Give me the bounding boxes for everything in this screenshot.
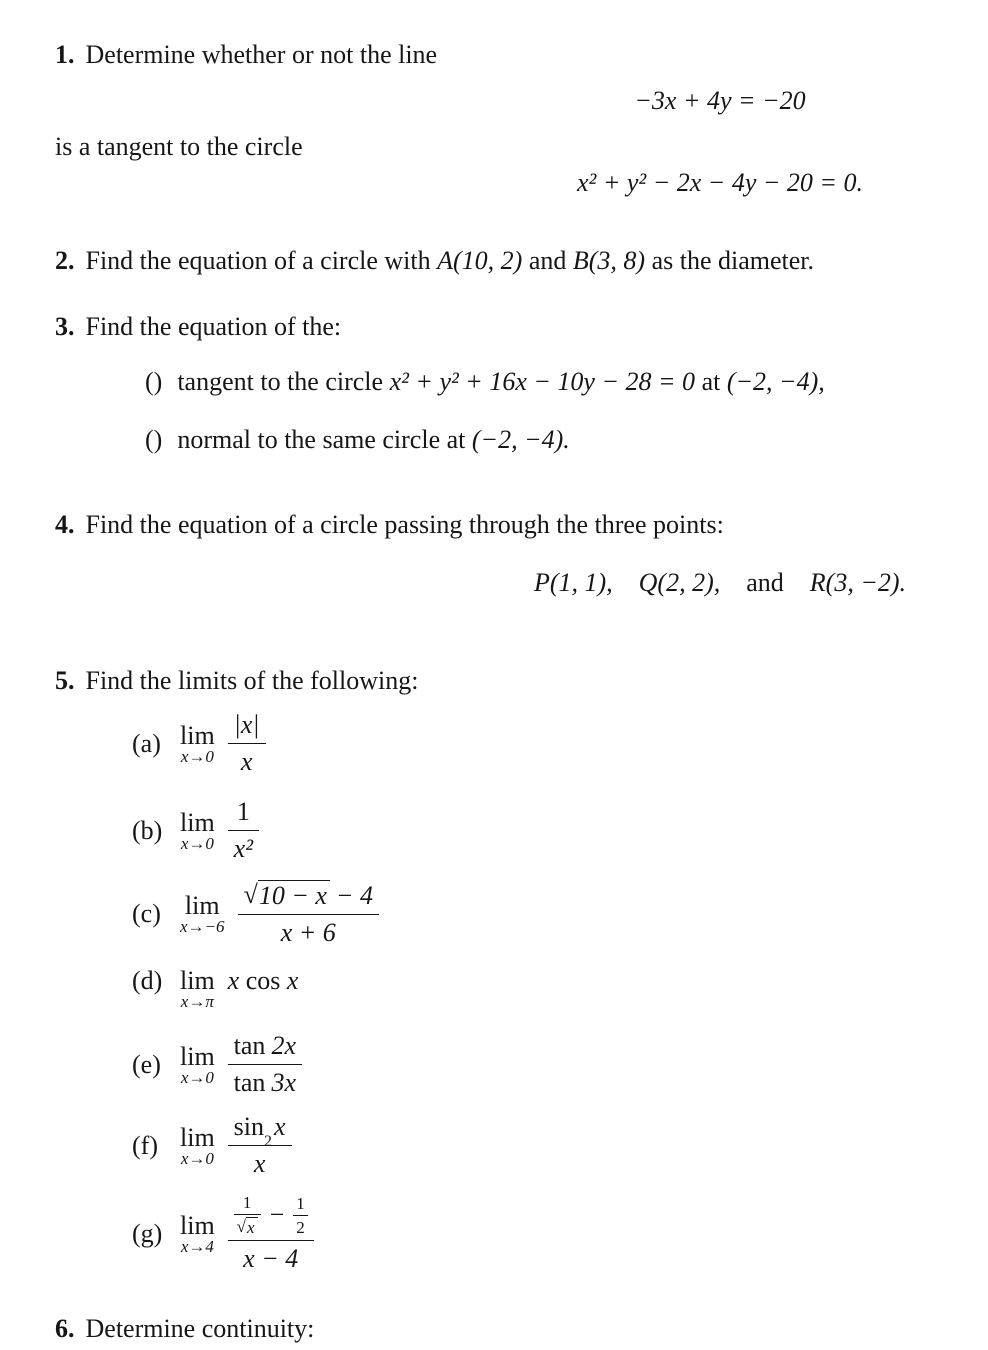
- point-r: R(3, −2).: [809, 568, 907, 597]
- tan-function: tan: [233, 1068, 266, 1097]
- radicand: x: [246, 1217, 258, 1237]
- problem-4-statement: [55, 510, 975, 540]
- lim-word: lim: [180, 1210, 215, 1240]
- lim-subscript: x→0: [180, 1148, 214, 1168]
- fraction: [228, 1193, 314, 1274]
- denominator: [228, 1065, 302, 1098]
- radicand: 10 − x: [258, 880, 330, 911]
- numerator: sin 2 x: [233, 1112, 286, 1150]
- limit-part-f: [132, 1112, 975, 1179]
- lim-subscript: x→0: [180, 1067, 214, 1087]
- denominator: x: [253, 1149, 266, 1178]
- problem-4-text: Find the equation of a circle passing through the three points:: [85, 510, 724, 539]
- limit-operator: [180, 1043, 215, 1087]
- problem-2-text: and: [528, 246, 567, 275]
- part-label: (b): [132, 815, 163, 845]
- lim-subscript: x→0: [180, 833, 214, 853]
- numerator: |x|: [233, 710, 260, 739]
- problem-1-text: Determine whether or not the line: [85, 40, 438, 69]
- tangent-point: (−2, −4),: [726, 367, 825, 396]
- sqrt-expression: [244, 880, 330, 911]
- limit-operator: [180, 1212, 215, 1256]
- fraction: [228, 1031, 302, 1098]
- lim-subscript: x→−6: [180, 917, 225, 936]
- fraction: [228, 797, 259, 864]
- cos-function: cos: [245, 966, 281, 995]
- limit-part-a: [132, 710, 975, 777]
- problem-5-text: Find the limits of the following:: [85, 666, 419, 695]
- normal-point: (−2, −4).: [471, 425, 570, 454]
- point-p: P(1, 1),: [533, 568, 613, 597]
- problem-3-statement: [55, 312, 975, 342]
- minus-operator: −: [269, 1200, 285, 1229]
- numerator: 1: [236, 797, 250, 826]
- part-label: (): [145, 425, 163, 454]
- problem-5-statement: [55, 666, 975, 696]
- circle-equation: x² + y² + 16x − 10y − 28 = 0: [389, 367, 696, 396]
- problem-1-statement: [55, 40, 975, 70]
- lim-subscript: x→0: [180, 746, 214, 766]
- limit-part-c: [132, 880, 975, 948]
- limit-expression: [228, 966, 299, 996]
- problem-2-number: 2.: [55, 246, 75, 275]
- numerator-tail: − 4: [335, 881, 373, 910]
- problem-6-number: 6.: [55, 1314, 75, 1343]
- lim-subscript: x→4: [180, 1236, 214, 1256]
- limit-part-d: [132, 966, 975, 1011]
- problem-2-text: as the diameter.: [651, 246, 815, 275]
- problem-1-number: 1.: [55, 40, 75, 69]
- part-label: (f): [132, 1130, 158, 1160]
- lim-word: lim: [180, 807, 215, 837]
- numerator-expression: [234, 1193, 308, 1237]
- part-label: (e): [132, 1049, 161, 1079]
- problem-5-number: 5.: [55, 666, 75, 695]
- sin-argument: x: [274, 1112, 286, 1141]
- tan-function: tan: [233, 1031, 266, 1060]
- radical-sign: √: [243, 880, 258, 909]
- lim-subscript: x→π: [180, 992, 214, 1011]
- limit-operator: [180, 809, 215, 853]
- part-label: (g): [132, 1218, 163, 1248]
- problem-3-number: 3.: [55, 312, 75, 341]
- problem-1-text-continued: is a tangent to the circle: [55, 132, 303, 161]
- and-text: and: [746, 568, 784, 597]
- lim-word: lim: [184, 891, 220, 920]
- part-label: (): [145, 367, 163, 396]
- problem-3-part-b: [145, 424, 975, 456]
- denominator: x − 4: [243, 1244, 299, 1273]
- variable-x: x: [286, 966, 299, 995]
- point-a: A(10, 2): [437, 246, 523, 275]
- part-a-text: tangent to the circle: [177, 367, 384, 396]
- denominator: x + 6: [280, 918, 336, 947]
- inner-fraction: [234, 1193, 261, 1237]
- lim-word: lim: [180, 1122, 215, 1152]
- limit-operator: [180, 967, 215, 1011]
- lim-word: lim: [180, 720, 215, 750]
- problem-3-text: Find the equation of the:: [85, 312, 342, 341]
- fraction: [238, 880, 379, 948]
- tan-argument: 3x: [271, 1068, 296, 1097]
- problem-2-statement: [55, 246, 975, 276]
- lim-word: lim: [180, 966, 215, 995]
- inner-fraction: [293, 1194, 308, 1237]
- inner-denominator: [234, 1215, 261, 1237]
- limit-part-g: [132, 1193, 975, 1274]
- radical-sign: √: [236, 1217, 247, 1236]
- inner-numerator: 1: [296, 1193, 305, 1213]
- denominator: x²: [233, 834, 254, 863]
- problem-1-equation-line: −3x + 4y = −20: [634, 86, 806, 115]
- sin-function: sin: [233, 1112, 265, 1141]
- numerator: [228, 1031, 302, 1064]
- limit-operator: [180, 1124, 215, 1168]
- sqrt-expression: [237, 1217, 258, 1237]
- problem-2-text: Find the equation of a circle with: [85, 246, 431, 275]
- denominator: x: [240, 747, 253, 776]
- problem-4-number: 4.: [55, 510, 75, 539]
- numerator: [238, 880, 379, 914]
- part-label: (a): [132, 728, 161, 758]
- variable-x: x: [227, 966, 240, 995]
- numerator: [228, 1193, 314, 1240]
- part-b-text: normal to the same circle at: [177, 425, 466, 454]
- problem-6-text: Determine continuity:: [85, 1314, 315, 1343]
- point-q: Q(2, 2),: [638, 568, 721, 597]
- problem-6-statement: [55, 1314, 975, 1344]
- problem-3-part-a: [145, 366, 975, 398]
- limit-operator: [180, 722, 215, 766]
- part-label: (d): [132, 966, 163, 995]
- problem-4-points-line: [55, 566, 975, 600]
- tan-argument: 2x: [271, 1031, 296, 1060]
- limit-operator: [180, 892, 225, 936]
- limit-part-e: [132, 1031, 975, 1098]
- fraction: [228, 710, 266, 777]
- part-a-text: at: [701, 367, 721, 396]
- limit-part-b: [132, 797, 975, 864]
- point-b: B(3, 8): [572, 246, 646, 275]
- problem-1-equation-circle: x² + y² − 2x − 4y − 20 = 0.: [577, 168, 863, 197]
- fraction: [228, 1112, 292, 1179]
- inner-numerator: 1: [242, 1193, 252, 1212]
- inner-denominator: 2: [296, 1217, 305, 1237]
- lim-word: lim: [180, 1041, 215, 1071]
- part-label: (c): [132, 899, 161, 928]
